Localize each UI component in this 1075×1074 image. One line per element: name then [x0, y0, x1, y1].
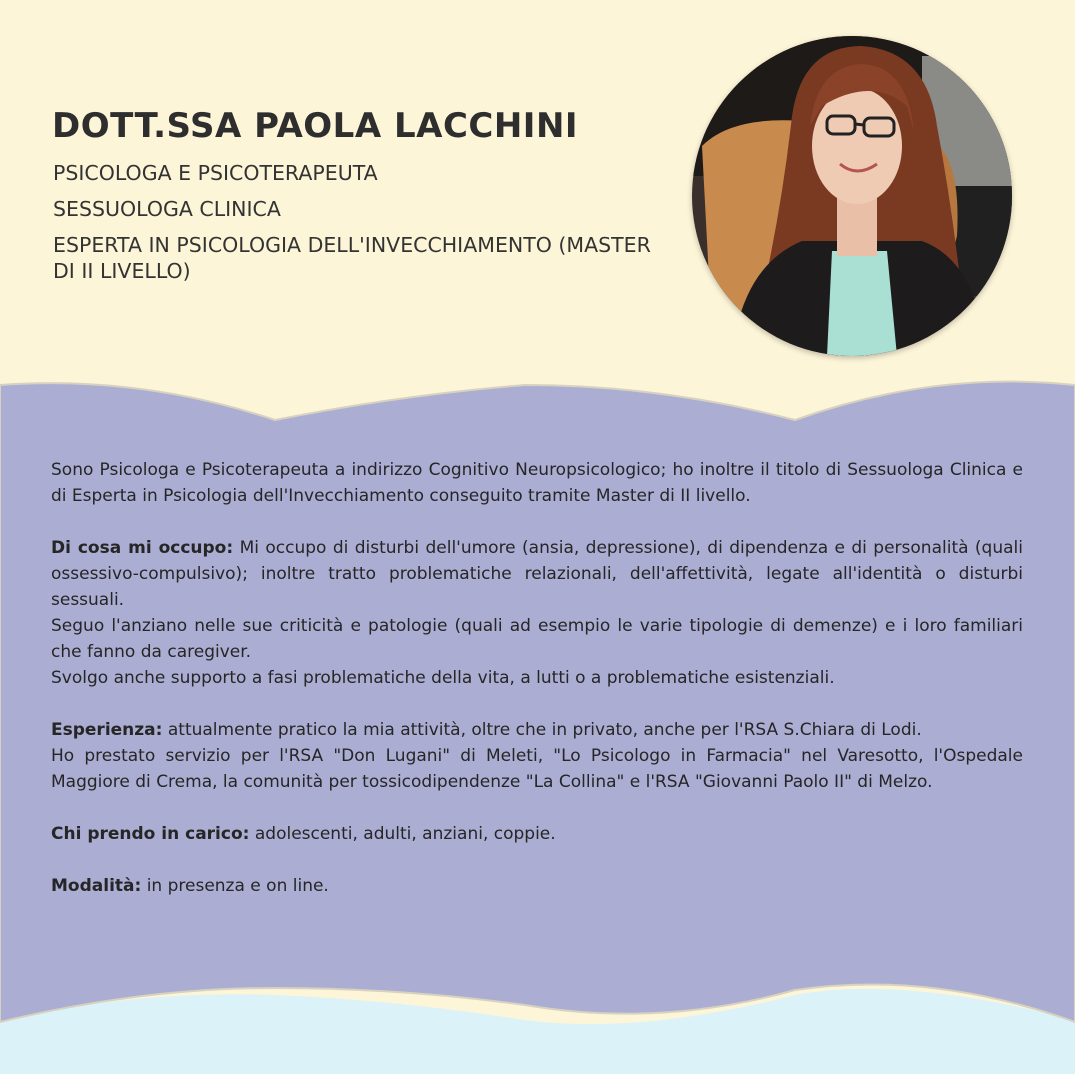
occupo-text-3: Svolgo anche supporto a fasi problematiche della vita, a lutti o a problematiche esistenziali.	[51, 668, 835, 688]
carico-label: Chi prendo in carico:	[51, 824, 250, 844]
modalita-paragraph	[51, 873, 1023, 899]
occupo-paragraph	[51, 535, 1023, 613]
bio-intro: Sono Psicologa e Psicoterapeuta a indirizzo Cognitivo Neuropsicologico; ho inoltre il titolo di Sessuologa Clinica e di Esperta in Psicologia dell'Invecchiamento conseguito tramite Master di II livello.	[51, 460, 1023, 506]
occupo-label: Di cosa mi occupo:	[51, 538, 234, 558]
esperienza-paragraph	[51, 717, 1023, 743]
carico-paragraph	[51, 821, 1023, 847]
esperienza-label: Esperienza:	[51, 720, 163, 740]
carico-text: adolescenti, adulti, anziani, coppie.	[249, 824, 556, 844]
subtitle-1: PSICOLOGA E PSICOTERAPEUTA	[53, 161, 378, 185]
modalita-label: Modalità:	[51, 876, 142, 896]
esperienza-text-2: Ho prestato servizio per l'RSA "Don Lugani" di Meleti, "Lo Psicologo in Farmacia" nel Varesotto, l'Ospedale Maggiore di Crema, la comunità per tossicodipendenze "La Collina" e l'RSA "Giovanni Paolo II" di Melzo.	[51, 746, 1023, 792]
modalita-text: in presenza e on line.	[141, 876, 329, 896]
occupo-text: Mi occupo di disturbi dell'umore (ansia, depressione), di dipendenza e di personalità (quali ossessivo-compulsivo); inoltre tratto problematiche relazionali, dell'affettività, legate all'identità o disturbi sessuali.	[51, 538, 1023, 610]
page-title: DOTT.SSA PAOLA LACCHINI	[52, 106, 579, 146]
subtitle-3: ESPERTA IN PSICOLOGIA DELL'INVECCHIAMENTO (MASTER DI II LIVELLO)	[53, 233, 651, 283]
esperienza-text: attualmente pratico la mia attività, oltre che in privato, anche per l'RSA S.Chiara di Lodi.	[162, 720, 922, 740]
occupo-text-2: Seguo l'anziano nelle sue criticità e patologie (quali ad esempio le varie tipologie di demenze) e i loro familiari che fanno da caregiver.	[51, 616, 1023, 662]
bio-content	[51, 457, 1023, 899]
subtitle-2: SESSUOLOGA CLINICA	[53, 197, 281, 221]
